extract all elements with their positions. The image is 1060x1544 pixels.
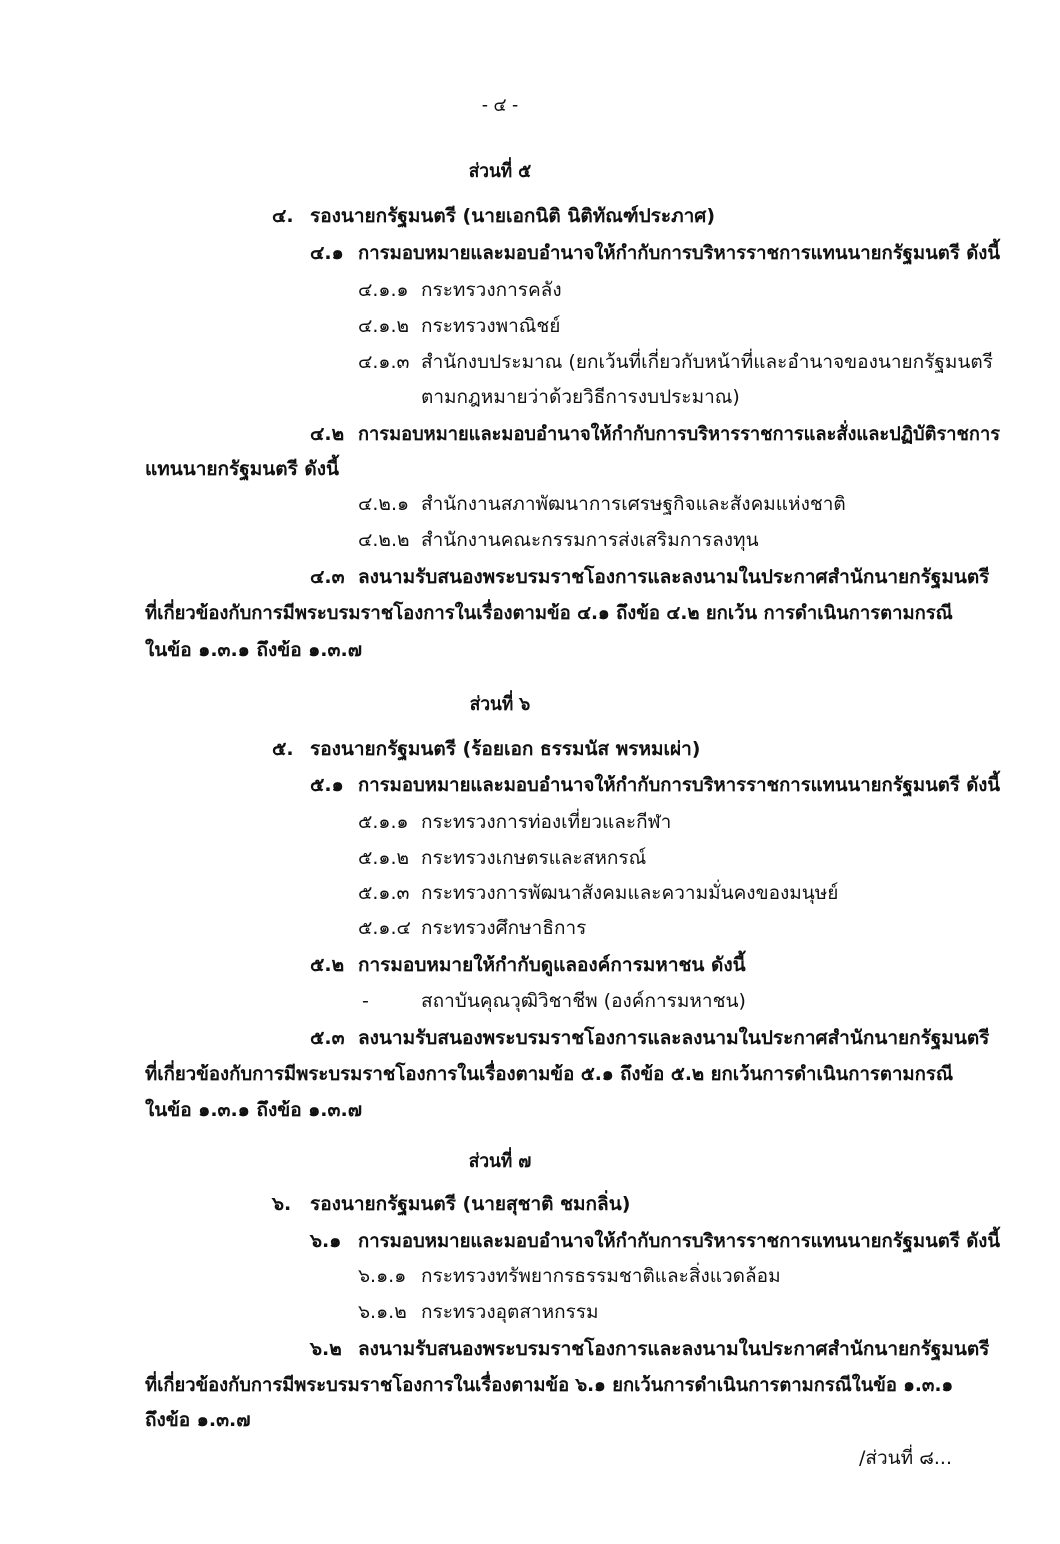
list-item-number: ๖.๑.๑	[358, 1265, 407, 1287]
item-title: รองนายกรัฐมนตรี (นายสุชาติ ชมกลิ่น)	[310, 1193, 631, 1215]
section-number: ๕.๑	[310, 774, 344, 796]
section-number: ๔.๑	[310, 242, 344, 264]
list-item-text: สำนักงบประมาณ (ยกเว้นที่เกี่ยวกับหน้าที่และอำนาจของนายกรัฐมนตรี	[421, 351, 993, 373]
section-number: ๔.๒	[310, 423, 345, 445]
part5-heading: ส่วนที่ ๕	[468, 160, 532, 182]
list-item-number: ๕.๑.๒	[358, 847, 410, 869]
part7-heading: ส่วนที่ ๗	[468, 1150, 532, 1172]
section-text: การมอบหมายและมอบอำนาจให้กำกับการบริหารราชการแทนนายกรัฐมนตรี ดังนี้	[358, 1230, 1000, 1252]
list-item-text: กระทรวงเกษตรและสหกรณ์	[421, 847, 647, 869]
section-number: ๕.๓	[310, 1027, 345, 1049]
section-text: ลงนามรับสนองพระบรมราชโองการและลงนามในประกาศสำนักนายกรัฐมนตรี	[358, 1027, 990, 1049]
continuation-note: /ส่วนที่ ๘...	[859, 1447, 952, 1469]
section-number: ๔.๓	[310, 566, 345, 588]
paragraph-line: ที่เกี่ยวข้องกับการมีพระบรมราชโองการในเรื่องตามข้อ ๖.๑ ยกเว้นการดำเนินการตามกรณีในข้อ ๑.๓.๑	[145, 1374, 954, 1396]
section-text: การมอบหมายและมอบอำนาจให้กำกับการบริหารราชการแทนนายกรัฐมนตรี ดังนี้	[358, 242, 1000, 264]
list-item-text: กระทรวงพาณิชย์	[421, 315, 561, 337]
list-item-number: ๕.๑.๓	[358, 882, 410, 904]
section-text: การมอบหมายและมอบอำนาจให้กำกับการบริหารราชการแทนนายกรัฐมนตรี ดังนี้	[358, 774, 1000, 796]
paragraph-line: ถึงข้อ ๑.๓.๗	[145, 1409, 251, 1431]
list-item-number: ๔.๑.๑	[358, 279, 409, 301]
section-number: ๕.๒	[310, 954, 345, 976]
list-item-text: กระทรวงการท่องเที่ยวและกีฬา	[421, 811, 672, 833]
list-item-text: กระทรวงอุตสาหกรรม	[421, 1301, 599, 1323]
list-item-text: กระทรวงการคลัง	[421, 279, 562, 301]
section-text: ลงนามรับสนองพระบรมราชโองการและลงนามในประกาศสำนักนายกรัฐมนตรี	[358, 1338, 990, 1360]
item-number: ๕.	[272, 738, 294, 760]
list-item-text: สถาบันคุณวุฒิวิชาชีพ (องค์การมหาชน)	[421, 990, 746, 1012]
list-item-number: ๔.๑.๓	[358, 351, 410, 373]
section-number: ๖.๒	[310, 1338, 342, 1360]
list-item-text: กระทรวงศึกษาธิการ	[421, 917, 587, 939]
section-continuation: แทนนายกรัฐมนตรี ดังนี้	[145, 458, 340, 480]
list-bullet: -	[362, 990, 369, 1012]
paragraph-line: ที่เกี่ยวข้องกับการมีพระบรมราชโองการในเรื่องตามข้อ ๕.๑ ถึงข้อ ๕.๒ ยกเว้นการดำเนินการตามกรณี	[145, 1063, 954, 1085]
paragraph-line: ในข้อ ๑.๓.๑ ถึงข้อ ๑.๓.๗	[145, 639, 363, 661]
list-item-text: กระทรวงการพัฒนาสังคมและความมั่นคงของมนุษย์	[421, 882, 839, 904]
paragraph-line: ที่เกี่ยวข้องกับการมีพระบรมราชโองการในเรื่องตามข้อ ๔.๑ ถึงข้อ ๔.๒ ยกเว้น การดำเนินการตามกรณี	[145, 602, 953, 624]
list-item-text: สำนักงานคณะกรรมการส่งเสริมการลงทุน	[421, 529, 759, 551]
part6-heading: ส่วนที่ ๖	[469, 693, 531, 715]
section-text: การมอบหมายและมอบอำนาจให้กำกับการบริหารราชการและสั่งและปฏิบัติราชการ	[358, 423, 1000, 445]
item-title: รองนายกรัฐมนตรี (นายเอกนิติ นิติทัณฑ์ประภาศ)	[310, 205, 716, 227]
section-text: การมอบหมายให้กำกับดูแลองค์การมหาชน ดังนี้	[358, 954, 746, 976]
item-number: ๖.	[272, 1193, 292, 1215]
item-number: ๔.	[272, 205, 294, 227]
list-item-number: ๔.๒.๒	[358, 529, 410, 551]
paragraph-line: ในข้อ ๑.๓.๑ ถึงข้อ ๑.๓.๗	[145, 1099, 363, 1121]
list-item-number: ๕.๑.๔	[358, 917, 411, 939]
list-item-continuation: ตามกฎหมายว่าด้วยวิธีการงบประมาณ)	[421, 386, 740, 408]
section-number: ๖.๑	[310, 1230, 342, 1252]
list-item-number: ๕.๑.๑	[358, 811, 409, 833]
item-title: รองนายกรัฐมนตรี (ร้อยเอก ธรรมนัส พรหมเผ่า)	[310, 738, 701, 760]
list-item-text: กระทรวงทรัพยากรธรรมชาติและสิ่งแวดล้อม	[421, 1265, 781, 1287]
page-number: - ๔ -	[481, 94, 519, 116]
list-item-text: สำนักงานสภาพัฒนาการเศรษฐกิจและสังคมแห่งชาติ	[421, 493, 846, 515]
list-item-number: ๔.๑.๒	[358, 315, 410, 337]
list-item-number: ๖.๑.๒	[358, 1301, 407, 1323]
list-item-number: ๔.๒.๑	[358, 493, 410, 515]
section-text: ลงนามรับสนองพระบรมราชโองการและลงนามในประกาศสำนักนายกรัฐมนตรี	[358, 566, 990, 588]
